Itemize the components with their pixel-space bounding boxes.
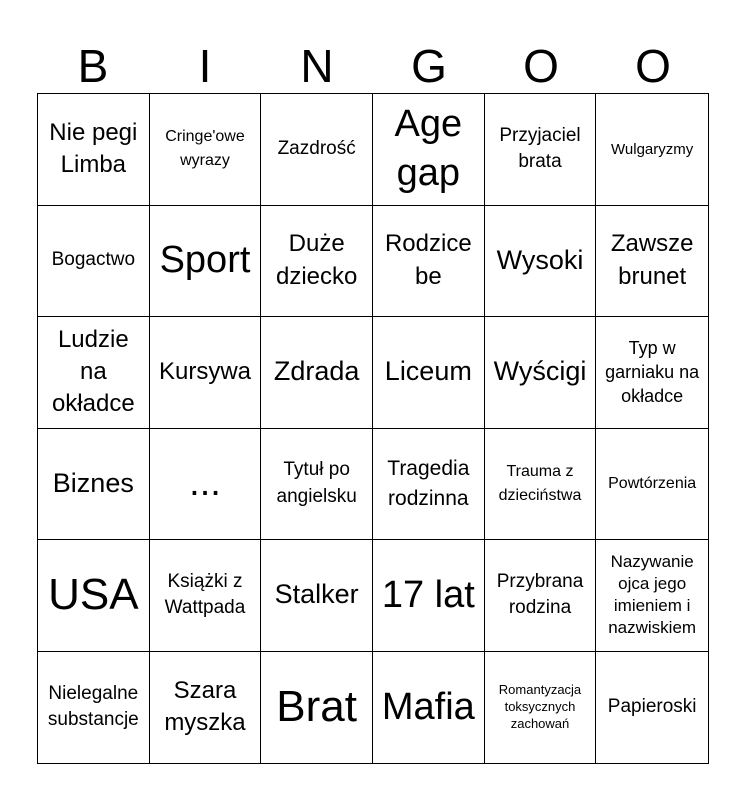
bingo-cell[interactable]: Przyjaciel brata: [485, 94, 597, 206]
bingo-cell[interactable]: Zazdrość: [261, 94, 373, 206]
bingo-cell[interactable]: Wulgaryzmy: [596, 94, 708, 206]
bingo-cell[interactable]: Romantyzacja toksycznych zachowań: [485, 652, 597, 764]
bingo-cell[interactable]: Szara myszka: [150, 652, 262, 764]
bingo-cell[interactable]: 17 lat: [373, 540, 485, 652]
header-letter-b: B: [77, 40, 109, 92]
bingo-cell[interactable]: Powtórzenia: [596, 429, 708, 541]
bingo-cell[interactable]: Nielegalne substancje: [38, 652, 150, 764]
header-letter-i: I: [198, 40, 212, 92]
bingo-cell[interactable]: Stalker: [261, 540, 373, 652]
bingo-cell[interactable]: Cringe'owe wyrazy: [150, 94, 262, 206]
bingo-header: [37, 38, 709, 94]
bingo-cell[interactable]: Trauma z dzieciństwa: [485, 429, 597, 541]
bingo-cell[interactable]: USA: [38, 540, 150, 652]
header-letter-n: N: [300, 40, 334, 92]
bingo-cell[interactable]: Liceum: [373, 317, 485, 429]
bingo-cell[interactable]: Nie pegi Limba: [38, 94, 150, 206]
bingo-cell[interactable]: Age gap: [373, 94, 485, 206]
bingo-cell[interactable]: Wyścigi: [485, 317, 597, 429]
bingo-cell[interactable]: Sport: [150, 206, 262, 318]
bingo-cell[interactable]: Biznes: [38, 429, 150, 541]
header-letter-o: O: [523, 40, 559, 92]
bingo-cell[interactable]: Wysoki: [485, 206, 597, 318]
bingo-cell[interactable]: Tytuł po angielsku: [261, 429, 373, 541]
bingo-cell[interactable]: Tragedia rodzinna: [373, 429, 485, 541]
header-letter-o2: O: [635, 40, 671, 92]
bingo-cell[interactable]: Papieroski: [607, 695, 697, 717]
bingo-cell[interactable]: Typ w garniaku na okładce: [596, 317, 708, 429]
bingo-cell[interactable]: Książki z Wattpada: [150, 540, 262, 652]
header-letter-g: G: [411, 40, 447, 92]
bingo-cell[interactable]: ...: [150, 429, 262, 541]
bingo-cell[interactable]: Zdrada: [261, 317, 373, 429]
bingo-cell[interactable]: Zawsze brunet: [596, 206, 708, 318]
bingo-cell[interactable]: Ludzie na okładce: [38, 317, 150, 429]
bingo-cell[interactable]: Brat: [261, 652, 373, 764]
bingo-cell[interactable]: Duże dziecko: [261, 206, 373, 318]
bingo-cell[interactable]: Przybrana rodzina: [485, 540, 597, 652]
bingo-cell[interactable]: Kursywa: [150, 317, 262, 429]
bingo-cell[interactable]: Nazywanie ojca jego imieniem i nazwiskiem: [596, 540, 708, 652]
bingo-cell[interactable]: Bogactwo: [38, 206, 150, 318]
bingo-cell[interactable]: Rodzice be: [373, 206, 485, 318]
bingo-grid: [37, 93, 709, 764]
bingo-cell[interactable]: Mafia: [373, 652, 485, 764]
